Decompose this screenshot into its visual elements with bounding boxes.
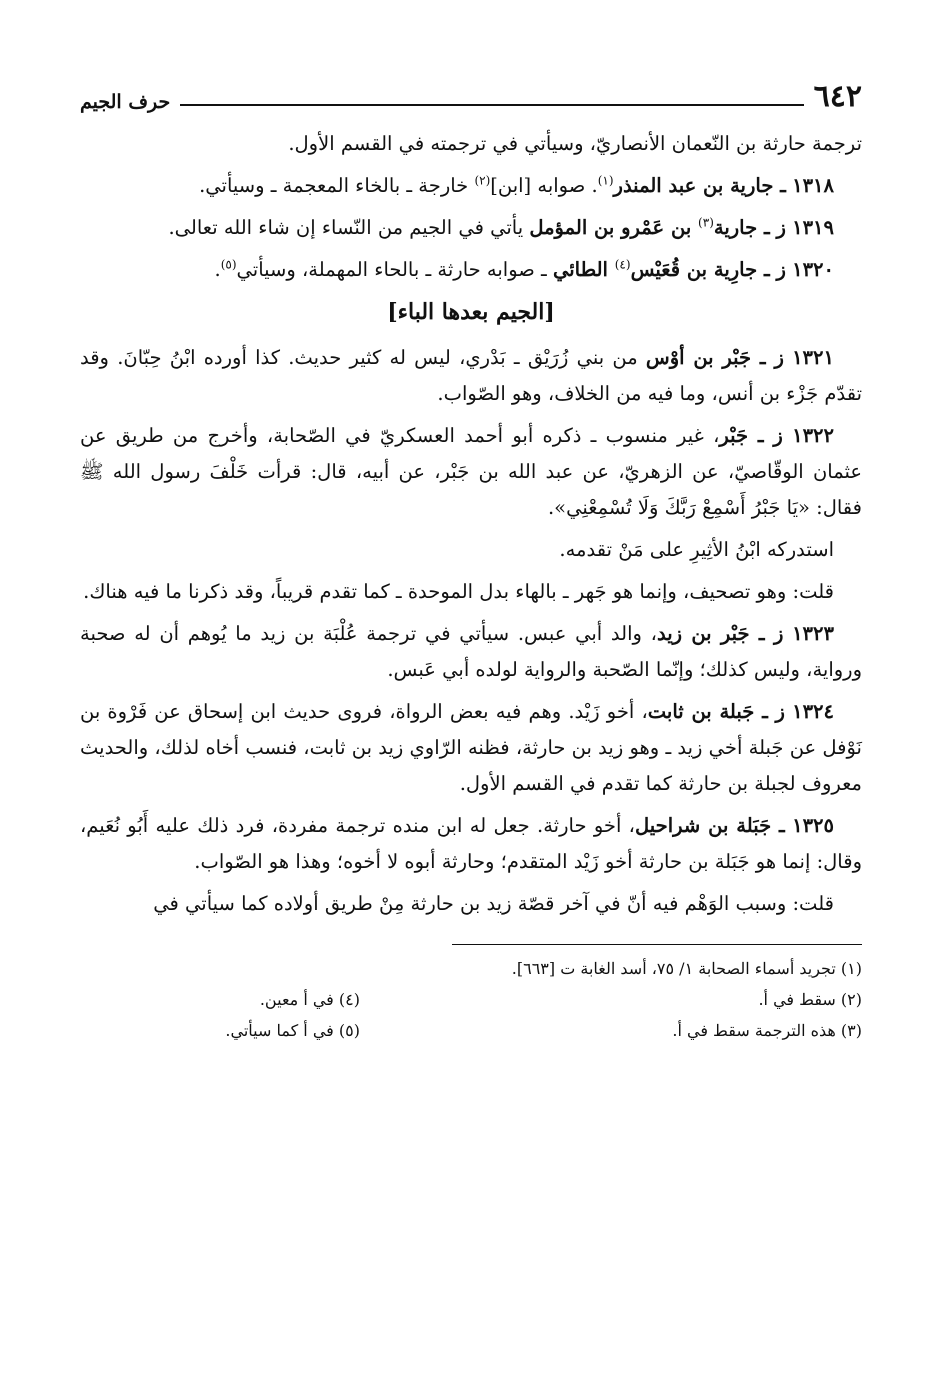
footnotes-column-left	[80, 984, 360, 1046]
entry-1319: ١٣١٩ ز ـ جارية$^{(٣)}$ بن عَمْرو بن المؤمل يأتي في الجيم من النّساء إن شاء الله تعالى.	[168, 215, 834, 239]
footnote-ref: (٢)	[474, 173, 491, 188]
footnotes	[80, 953, 862, 1046]
running-head: حرف الجيم	[80, 91, 171, 113]
entry-name: ز ـ جَبْر بن أوْس	[645, 346, 784, 369]
entry-name: ـ جارية بن عبد المنذر	[613, 174, 786, 197]
footnote-2: (٢) سقط في أ.	[758, 990, 862, 1009]
footnote-ref: (٤)	[614, 257, 631, 272]
footnote-ref: (٥)	[220, 257, 237, 272]
footnote-separator	[452, 944, 862, 945]
footnote-ref: (١)	[597, 173, 614, 188]
entry-1325: ١٣٢٥ ـ جَبَلة بن شراحيل، أخو حارثة. جعل له ابن منده ترجمة مفردة، فرد ذلك عليه أَبُو نُعَيم، وقال: إنما هو جَبَلة بن حارثة أخو زَيْد المتقدم؛ وحارثة أبوه لا أخوه؛ وهذا هو الصّواب.	[80, 814, 862, 873]
entry-1322: ١٣٢٢ ز ـ جَبْر، غير منسوب ـ ذكره أبو أحمد العسكريّ في الصّحابة، وأخرج من طريق عن عثمان الوقّاصيّ، عن الزهريّ، عن عبد الله بن جَبْر، عن أبيه، قال: قرأت خَلْفَ رسول الله ﷺ فقال: «يَا جَبْرُ أَسْمِعْ رَبَّكَ وَلَا تُسْمِعْنِي».	[80, 424, 862, 519]
entry-number: ١٣٢٥	[792, 814, 835, 837]
page-number: ٦٤٢	[813, 79, 862, 114]
entry-1318: ١٣١٨ ـ جارية بن عبد المنذر$^{(١)}$. صوابه [ابن]$^{(٢)}$ خارجة ـ بالخاء المعجمة ـ وسيأتي.	[199, 173, 834, 197]
entry-number: ١٣٢٤	[792, 700, 834, 723]
footnote-4: (٤) في أ معين.	[259, 990, 360, 1009]
footnote-ref: (٣)	[698, 215, 714, 230]
body-text	[80, 126, 862, 922]
entry-1324: ١٣٢٤ ز ـ جَبلة بن ثابت، أخو زَيْد. وهم فيه بعض الرواة، فروى حديث ابن إسحاق عن فَرْوة بن نَوْفل عن جَبلة أخي زيد ـ وهو زيد بن حارثة، فظنه الرّاوي زيد بن ثابت، فنسب أخاه لذلك، والحديث معروف لجبلة بن حارثة كما تقدم في القسم الأول.	[80, 700, 862, 795]
entry-number: ١٣٢١	[792, 346, 834, 369]
paragraph: استدركه ابْنُ الأثِيرِ على مَنْ تقدمه.	[559, 538, 834, 561]
footnote-3: (٣) هذه الترجمة سقط في أ.	[672, 1021, 862, 1040]
page-header	[80, 72, 862, 112]
entry-number: ١٣١٩	[792, 216, 834, 239]
paragraph: قلت: وهو تصحيف، وإنما هو جَهر ـ بالهاء بدل الموحدة ـ كما تقدم قريباً، وقد ذكرنا ما فيه هناك.	[83, 580, 834, 603]
entry-number: ١٣١٨	[792, 174, 834, 197]
entry-name: ز ـ جَبلة بن ثابت	[647, 700, 785, 723]
entry-number: ١٣٢٢	[792, 424, 835, 447]
entry-name: ز ـ جَبْر بن زيد	[656, 622, 784, 645]
footnotes-column-right	[422, 953, 862, 1046]
entry-name: ز ـ جَبْر	[719, 424, 783, 447]
entry-name: ـ جَبَلة بن شراحيل	[634, 814, 785, 837]
entry-name: ز ـ جارِية بن قُعَيْس	[630, 258, 786, 281]
paragraph: قلت: وسبب الوَهْم فيه أنّ في آخر قصّة زيد بن حارثة مِنْ طريق أولاده كما سيأتي في	[153, 892, 834, 915]
entry-name: ز ـ جارية	[713, 216, 786, 239]
entry-1321: ١٣٢١ ز ـ جَبْر بن أوْس من بني زُرَيْق ـ بَدْري، ليس له كثير حديث. كذا أورده ابْنُ حِبّانَ. وقد تقدّم جَزْء بن أنس، وما فيه من الخلاف، وهو الصّواب.	[80, 346, 862, 405]
section-heading: [الجيم بعدها الباء]	[387, 299, 555, 325]
footnote-1: (١) تجريد أسماء الصحابة ١/ ٧٥، أسد الغابة ت [٦٦٣].	[511, 959, 862, 978]
entry-number: ١٣٢٠	[792, 258, 834, 281]
footnote-5: (٥) في أ كما سيأتي.	[225, 1021, 360, 1040]
entry-number: ١٣٢٣	[792, 622, 834, 645]
paragraph: ترجمة حارثة بن النّعمان الأنصاريّ، وسيأتي في ترجمته في القسم الأول.	[288, 132, 862, 155]
entry-1320: ١٣٢٠ ز ـ جارِية بن قُعَيْس$^{(٤)}$ الطائي ـ صوابه حارثة ـ بالحاء المهملة، وسيأتي$^{(٥)}$.	[214, 257, 834, 281]
header-rule	[180, 104, 803, 106]
entry-1323: ١٣٢٣ ز ـ جَبْر بن زيد، والد أبي عبس. سيأتي في ترجمة عُلْبَة بن زيد ما يُوهم أن له صحبة ورواية، وليس كذلك؛ وإنّما الصّحبة والرواية لولده أبي عَبس.	[80, 622, 862, 681]
